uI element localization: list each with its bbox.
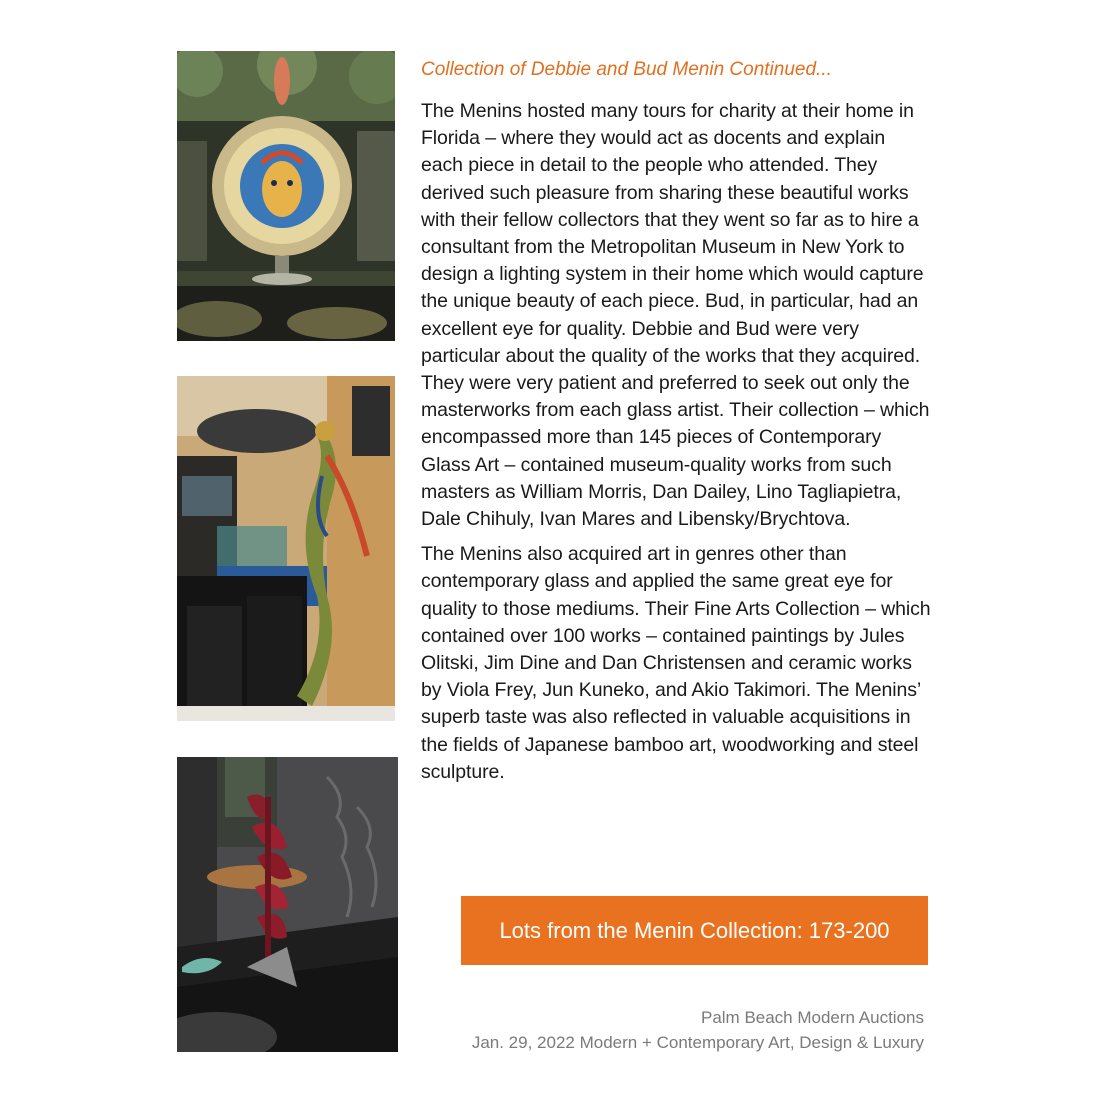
red-glass-sculpture-image	[177, 757, 398, 1052]
glass-platter-image	[177, 51, 395, 341]
photo-figure-sculpture	[177, 376, 395, 721]
paragraph-tours: The Menins hosted many tours for charity at their home in Florida – where they would act as docents and explain each piece in detail to the people who attended. They derived such pleasure from sharing these beautiful works with their fellow collectors that they went so far as to hire a consultant from the Metropolitan Museum in New York to design a lighting system in their home which would capture the unique beauty of each piece. Bud, in particular, had an excellent eye for quality. Debbie and Bud were very particular about the quality of the works that they acquired. They were very patient and preferred to seek out only the masterworks from each glass artist. Their collection – which encompassed more than 145 pieces of Contemporary Glass Art – contained museum-quality works from such masters as William Morris, Dan Dailey, Lino Tagliapietra, Dale Chihuly, Ivan Mares and Libensky/Brychtova.	[421, 100, 930, 531]
section-heading: Collection of Debbie and Bud Menin Continued...	[421, 59, 832, 80]
paragraph-other-genres: The Menins also acquired art in genres other than contemporary glass and applied the same great eye for quality to those mediums. Their Fine Arts Collection – which contained over 100 works – contained paintings by Jules Olitski, Jim Dine and Dan Christensen and ceramic works by Viola Frey, Jun Kuneko, and Akio Takimori. The Menins’ superb taste was also reflected in valuable acquisitions in the fields of Japanese bamboo art, woodworking and steel sculpture.	[421, 543, 931, 783]
footer-event: Jan. 29, 2022 Modern + Contemporary Art, Design & Luxury	[471, 1033, 924, 1052]
photo-glass-platter	[177, 51, 395, 341]
article-content	[421, 56, 931, 794]
footer	[472, 1005, 924, 1055]
footer-company: Palm Beach Modern Auctions	[700, 1008, 924, 1027]
photo-red-glass-sculpture	[177, 757, 398, 1052]
lots-collection-button[interactable]: Lots from the Menin Collection: 173-200	[461, 896, 928, 965]
figure-sculpture-image	[177, 376, 395, 721]
